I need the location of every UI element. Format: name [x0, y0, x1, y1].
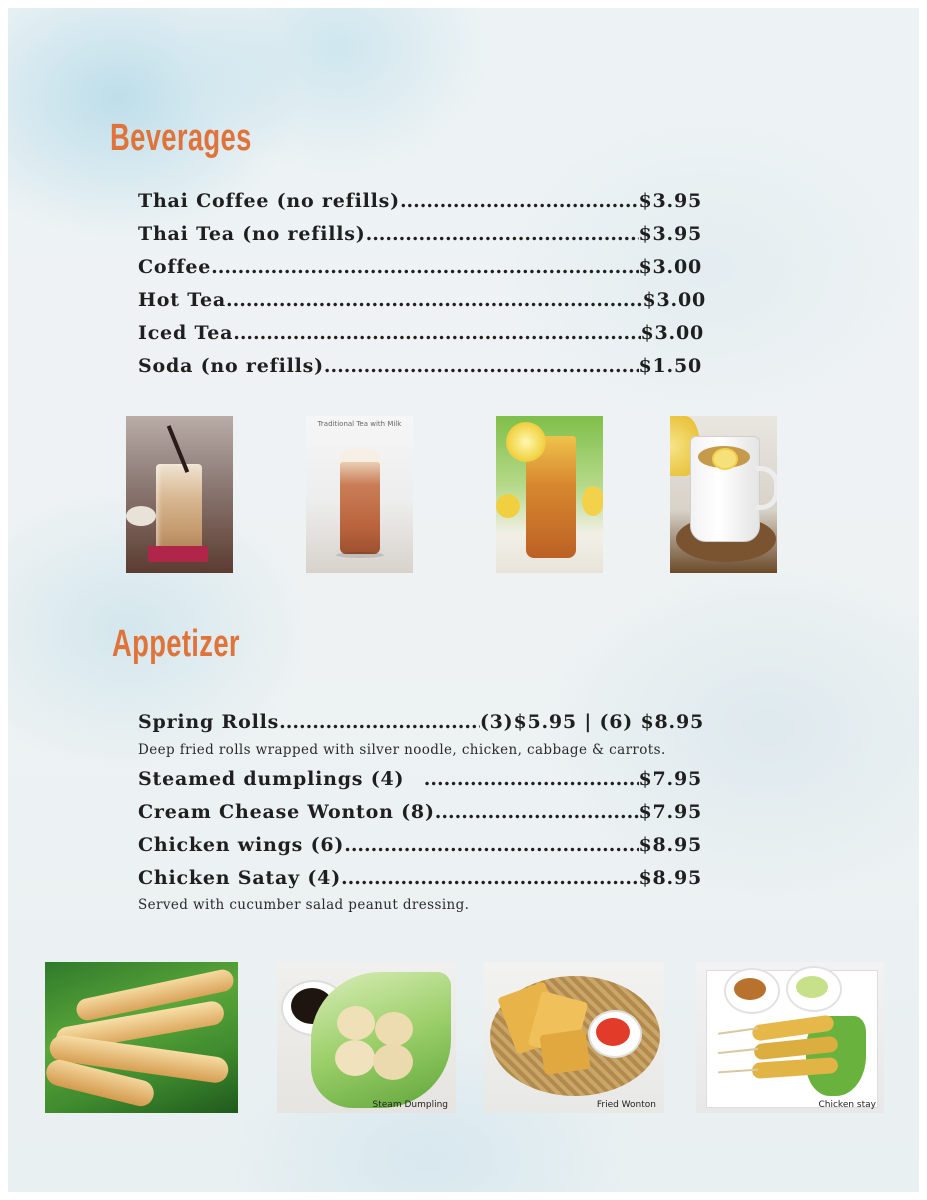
- item-price: $3.95: [638, 190, 702, 212]
- item-price: $8.95: [638, 834, 702, 856]
- item-price: $7.95: [638, 801, 702, 823]
- dot-leader: [400, 190, 639, 212]
- dot-leader: [226, 289, 643, 311]
- dot-leader: [344, 834, 638, 856]
- menu-item-iced-tea: [138, 322, 704, 350]
- thai-tea-photo: [306, 416, 413, 573]
- dot-leader: [341, 867, 639, 889]
- item-description: Deep fried rolls wrapped with silver noodle, chicken, cabbage & carrots.: [138, 742, 666, 758]
- dot-leader: [366, 223, 639, 245]
- fried-wonton-photo: [484, 962, 664, 1113]
- menu-item-thai-tea: [138, 223, 702, 251]
- spring-rolls-photo: [45, 962, 238, 1113]
- menu-item-chicken-satay: [138, 867, 702, 895]
- menu-item-coffee: [138, 256, 702, 284]
- photo-caption: Fried Wonton: [596, 1100, 656, 1110]
- item-price: $3.00: [638, 256, 702, 278]
- item-name: Thai Tea (no refills): [138, 223, 366, 245]
- item-name: Coffee: [138, 256, 212, 278]
- menu-item-spring-rolls: [138, 711, 704, 739]
- item-price: $1.50: [638, 355, 702, 377]
- photo-caption: Chicken stay: [818, 1100, 876, 1110]
- item-name: Soda (no refills): [138, 355, 324, 377]
- menu-item-chicken-wings: [138, 834, 702, 862]
- iced-tea-photo: [496, 416, 603, 573]
- dot-leader: [211, 256, 638, 278]
- dot-leader: [412, 768, 639, 790]
- dot-leader: [324, 355, 639, 377]
- menu-page: [8, 8, 919, 1192]
- menu-item-thai-coffee: [138, 190, 702, 218]
- item-name: Chicken Satay (4): [138, 867, 341, 889]
- item-price: $3.95: [638, 223, 702, 245]
- item-description: Served with cucumber salad peanut dressing.: [138, 897, 470, 913]
- menu-item-cream-cheese-wonton: [138, 801, 702, 829]
- menu-item-steamed-dumplings: [138, 768, 702, 796]
- item-name: Thai Coffee (no refills): [138, 190, 400, 212]
- chicken-satay-photo: [696, 962, 884, 1113]
- item-name: Steamed dumplings (4): [138, 768, 412, 790]
- item-name: Iced Tea: [138, 322, 234, 344]
- item-price: (3)$5.95 | (6) $8.95: [479, 711, 704, 733]
- appetizer-heading: Appetizer: [112, 623, 240, 665]
- item-name: Chicken wings (6): [138, 834, 345, 856]
- item-price: $8.95: [638, 867, 702, 889]
- thai-iced-coffee-photo: [126, 416, 233, 573]
- photo-caption: Steam Dumpling: [372, 1100, 448, 1110]
- dot-leader: [279, 711, 480, 733]
- menu-item-hot-tea: [138, 289, 706, 317]
- item-price: $3.00: [640, 322, 704, 344]
- item-name: Hot Tea: [138, 289, 226, 311]
- dot-leader: [233, 322, 640, 344]
- dot-leader: [435, 801, 639, 823]
- item-name: Spring Rolls: [138, 711, 280, 733]
- item-price: $3.00: [642, 289, 706, 311]
- hot-tea-photo: [670, 416, 777, 573]
- item-price: $7.95: [638, 768, 702, 790]
- photo-caption: Traditional Tea with Milk: [317, 420, 402, 428]
- item-name: Cream Chease Wonton (8): [138, 801, 435, 823]
- menu-item-soda: [138, 355, 702, 383]
- beverages-heading: Beverages: [110, 117, 252, 159]
- steam-dumpling-photo: [277, 962, 456, 1113]
